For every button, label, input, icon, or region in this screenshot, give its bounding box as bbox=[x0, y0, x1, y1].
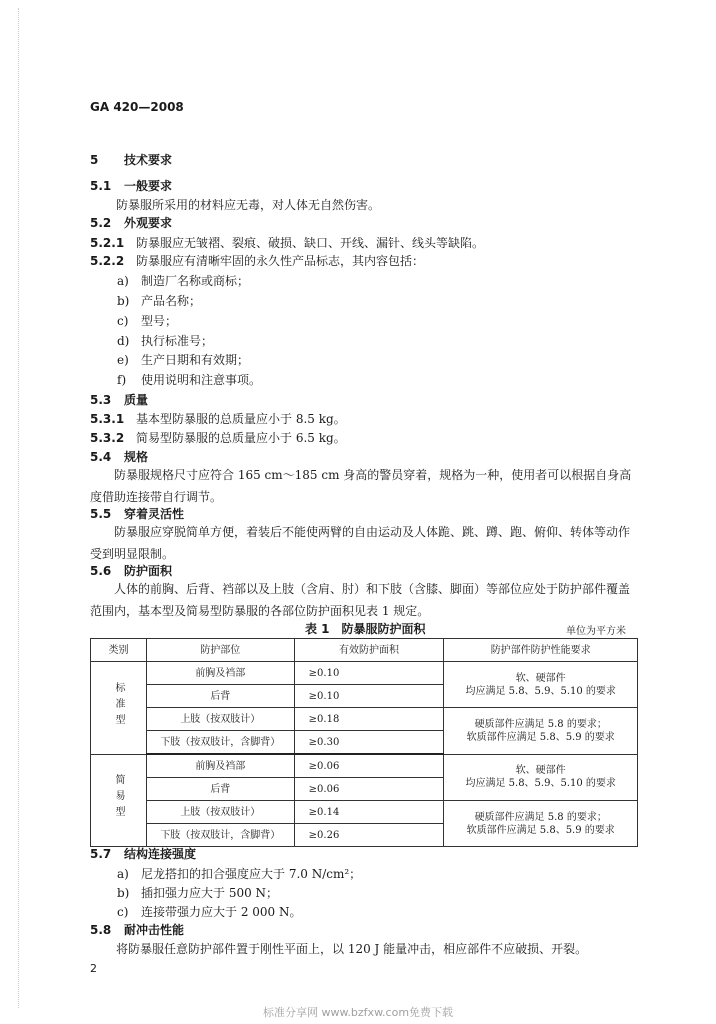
section-5-6-text: 人体的前胸、后背、裆部以及上肢（含肩、肘）和下肢（含膝、脚面）等部位应处于防护部件覆盖范围内，基本型及简易型防暴服的各部位防护面积见表 1 规定。 bbox=[90, 582, 631, 618]
list-item: d) 执行标准号； bbox=[117, 334, 214, 348]
part-cell: 上肢（按双肢计） bbox=[146, 801, 294, 824]
col-header: 防护部位 bbox=[146, 639, 294, 662]
section-5-2-heading: 5.2 外观要求 bbox=[90, 216, 173, 230]
list-item: b) 产品名称； bbox=[117, 294, 202, 308]
list-item: b) 插扣强力应大于 500 N； bbox=[117, 886, 279, 900]
table-unit: 单位为平方米 bbox=[566, 626, 626, 637]
requirement-cell: 软、硬部件 均应满足 5.8、5.9、5.10 的要求 bbox=[444, 754, 638, 801]
document-code: GA 420—2008 bbox=[90, 100, 184, 114]
section-5-heading: 5 技术要求 bbox=[90, 153, 173, 167]
section-5-1-heading: 5.1 一般要求 bbox=[90, 179, 173, 193]
part-cell: 下肢（按双肢计，含脚背） bbox=[146, 731, 294, 755]
part-cell: 下肢（按双肢计，含脚背） bbox=[146, 824, 294, 847]
list-item: e) 生产日期和有效期； bbox=[117, 353, 250, 367]
list-item: c) 型号； bbox=[117, 314, 178, 328]
table-row bbox=[91, 662, 638, 685]
section-5-2-1: 5.2.1 防暴服应无皱褶、裂痕、破损、缺口、开线、漏针、线头等缺陷。 bbox=[90, 236, 485, 250]
part-cell: 后背 bbox=[146, 778, 294, 801]
col-header: 防护部件防护性能要求 bbox=[444, 639, 638, 662]
requirement-cell: 硬质部件应满足 5.8 的要求； 软质部件应满足 5.8、5.9 的要求 bbox=[444, 801, 638, 847]
area-cell: ≥0.18 bbox=[294, 708, 444, 731]
list-item: a) 尼龙搭扣的扣合强度应大于 7.0 N/cm²； bbox=[117, 867, 362, 881]
table-row bbox=[91, 801, 638, 824]
table-row bbox=[91, 708, 638, 731]
category-cell: 标准型 bbox=[91, 662, 147, 755]
section-5-2-2: 5.2.2 防暴服应有清晰牢固的永久性产品标志，其内容包括： bbox=[90, 254, 425, 268]
list-item: f) 使用说明和注意事项。 bbox=[117, 373, 262, 387]
col-header: 有效防护面积 bbox=[294, 639, 444, 662]
list-item: a) 制造厂名称或商标； bbox=[117, 274, 250, 288]
area-cell: ≥0.30 bbox=[294, 731, 444, 755]
area-cell: ≥0.06 bbox=[294, 754, 444, 778]
area-cell: ≥0.26 bbox=[294, 824, 444, 847]
watermark-text: 标准分享网 www.bzfxw.com免费下载 bbox=[262, 1006, 454, 1019]
page-number: 2 bbox=[90, 962, 97, 975]
col-header: 类别 bbox=[91, 639, 147, 662]
part-cell: 上肢（按双肢计） bbox=[146, 708, 294, 731]
requirement-cell: 软、硬部件 均应满足 5.8、5.9、5.10 的要求 bbox=[444, 662, 638, 708]
section-5-5-text: 防暴服应穿脱简单方便，着装后不能使两臂的自由运动及人体跪、跳、蹲、跑、俯仰、转体等动作受到明显限制。 bbox=[90, 525, 631, 561]
area-cell: ≥0.06 bbox=[294, 778, 444, 801]
section-5-8-heading: 5.8 耐冲击性能 bbox=[90, 923, 185, 937]
section-5-7-heading: 5.7 结构连接强度 bbox=[90, 847, 197, 861]
table-caption: 表 1 防暴服防护面积 bbox=[305, 622, 426, 636]
category-cell: 简易型 bbox=[91, 754, 147, 847]
scan-margin bbox=[18, 8, 22, 1008]
section-5-3-heading: 5.3 质量 bbox=[90, 393, 149, 407]
section-5-6-heading: 5.6 防护面积 bbox=[90, 564, 173, 578]
table-header-row bbox=[91, 639, 638, 662]
section-5-1-text: 防暴服所采用的材料应无毒，对人体无自然伤害。 bbox=[116, 198, 381, 212]
list-item: c) 连接带强力应大于 2 000 N。 bbox=[117, 905, 302, 919]
requirement-cell: 硬质部件应满足 5.8 的要求； 软质部件应满足 5.8、5.9 的要求 bbox=[444, 708, 638, 755]
part-cell: 后背 bbox=[146, 685, 294, 708]
area-cell: ≥0.10 bbox=[294, 662, 444, 685]
area-cell: ≥0.14 bbox=[294, 801, 444, 824]
section-5-4-text: 防暴服规格尺寸应符合 165 cm～185 cm 身高的警员穿着，规格为一种，使用者可以根据自身高度借助连接带自行调节。 bbox=[90, 468, 632, 504]
protection-area-table bbox=[90, 638, 638, 847]
section-5-8-text: 将防暴服任意防护部件置于刚性平面上，以 120 J 能量冲击，相应部件不应破损、开裂。 bbox=[116, 942, 588, 956]
table-row bbox=[91, 754, 638, 778]
section-5-5-heading: 5.5 穿着灵活性 bbox=[90, 507, 185, 521]
part-cell: 前胸及裆部 bbox=[146, 754, 294, 778]
area-cell: ≥0.10 bbox=[294, 685, 444, 708]
section-5-3-1: 5.3.1 基本型防暴服的总质量应小于 8.5 kg。 bbox=[90, 412, 346, 426]
section-5-4-heading: 5.4 规格 bbox=[90, 450, 149, 464]
part-cell: 前胸及裆部 bbox=[146, 662, 294, 685]
section-5-3-2: 5.3.2 简易型防暴服的总质量应小于 6.5 kg。 bbox=[90, 431, 346, 445]
